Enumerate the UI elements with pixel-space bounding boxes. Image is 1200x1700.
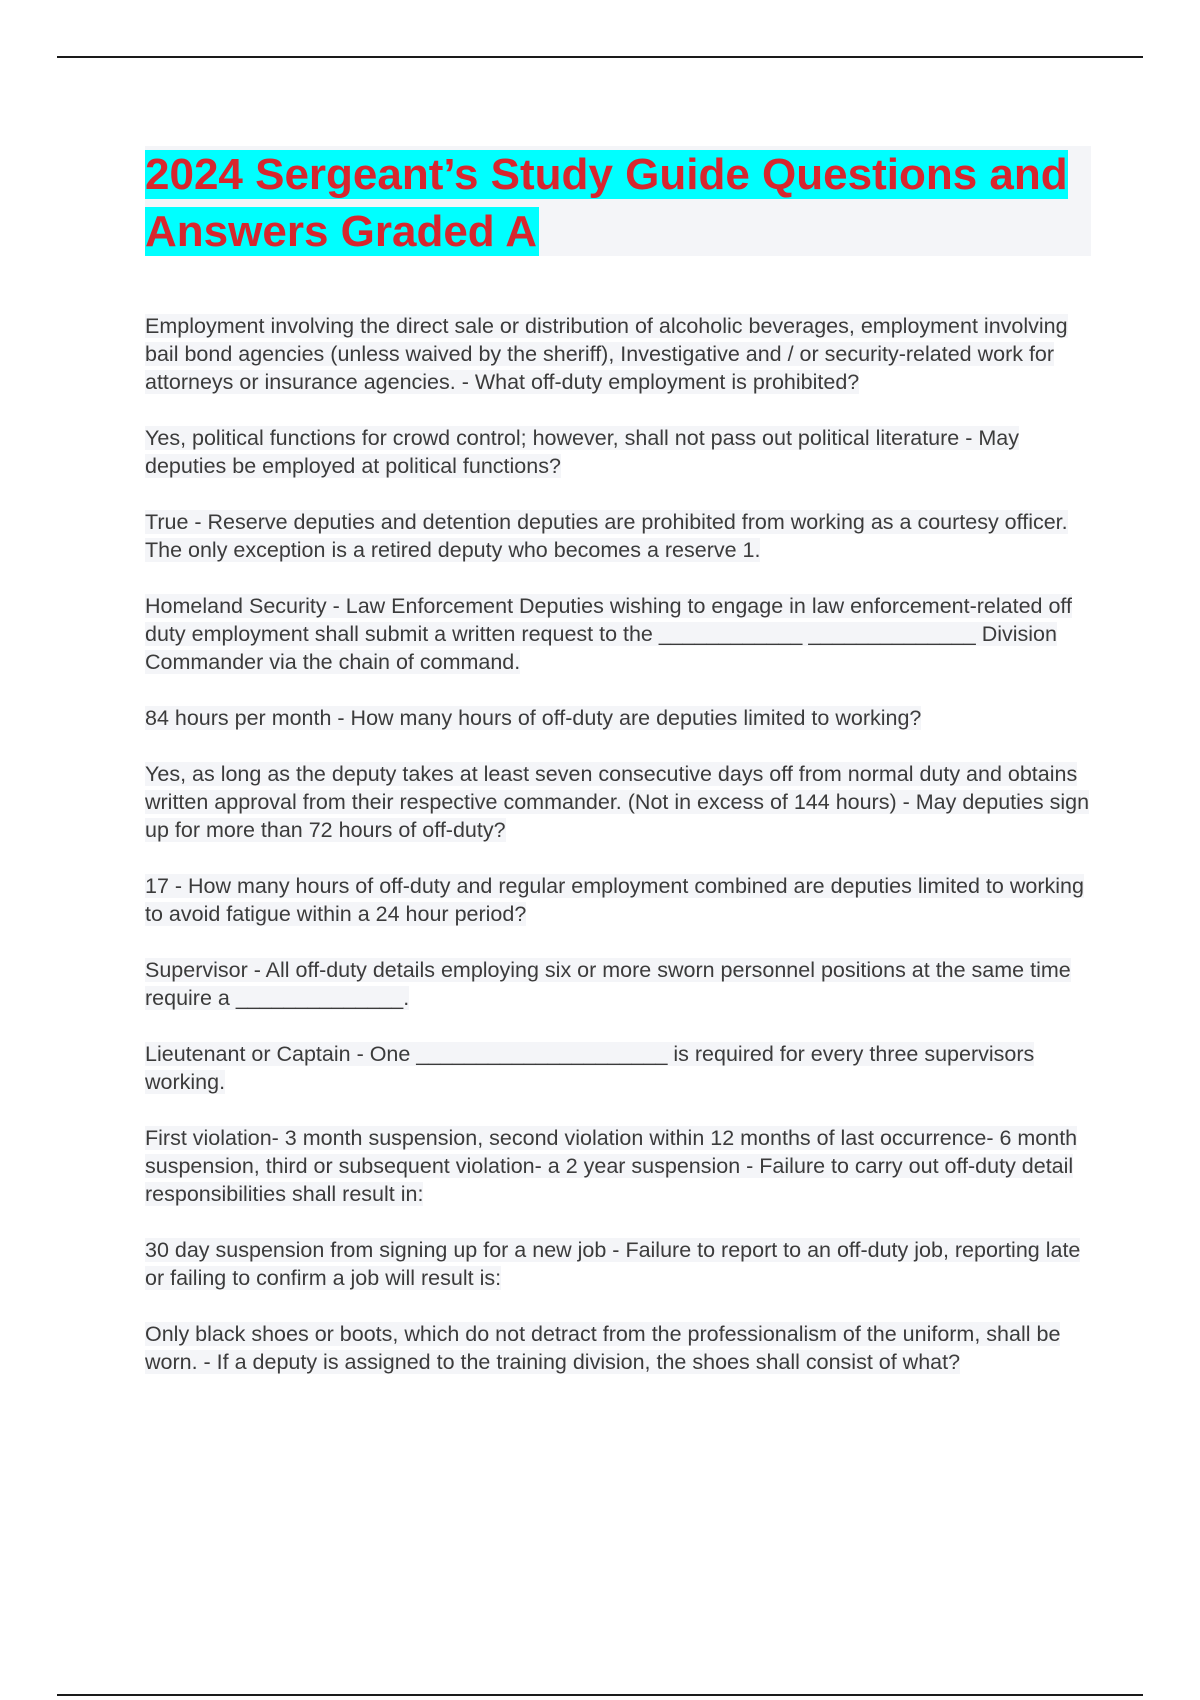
qa-text: Yes, political functions for crowd control; however, shall not pass out political literature - May deputies be employed at political functions?: [145, 426, 1019, 478]
qa-list: [145, 312, 1095, 1404]
qa-text: Employment involving the direct sale or distribution of alcoholic beverages, employment involving bail bond agencies (unless waived by the sheriff), Investigative and / or security-related work for attorneys or insurance agencies. - What off-duty employment is prohibited?: [145, 314, 1068, 394]
qa-text: Supervisor - All off-duty details employing six or more sworn personnel positions at the same time require a ______________.: [145, 958, 1071, 1010]
qa-item: [145, 956, 1095, 1012]
qa-text: 30 day suspension from signing up for a new job - Failure to report to an off-duty job, reporting late or failing to confirm a job will result is:: [145, 1238, 1081, 1290]
qa-item: [145, 872, 1095, 928]
qa-text: Lieutenant or Captain - One _____________________ is required for every three supervisors working.: [145, 1042, 1035, 1094]
qa-text: Homeland Security - Law Enforcement Deputies wishing to engage in law enforcement-related off duty employment shall submit a written request to the ____________ ______________ Division Commander via the chain of command.: [145, 594, 1072, 674]
document-title-text: 2024 Sergeant’s Study Guide Questions and Answers Graded A: [145, 150, 1068, 256]
qa-item: [145, 592, 1095, 676]
qa-item: [145, 704, 1095, 732]
title-block: [145, 146, 1091, 256]
qa-text: 17 - How many hours of off-duty and regular employment combined are deputies limited to working to avoid fatigue within a 24 hour period?: [145, 874, 1084, 926]
qa-item: [145, 1040, 1095, 1096]
bottom-divider: [57, 1694, 1143, 1696]
qa-item: [145, 312, 1095, 396]
qa-item: [145, 1320, 1095, 1376]
qa-item: [145, 508, 1095, 564]
top-divider: [57, 56, 1143, 58]
document-title: [145, 146, 1091, 260]
qa-text: True - Reserve deputies and detention deputies are prohibited from working as a courtesy officer. The only exception is a retired deputy who becomes a reserve 1.: [145, 510, 1068, 562]
qa-item: [145, 760, 1095, 844]
qa-item: [145, 424, 1095, 480]
qa-item: [145, 1124, 1095, 1208]
qa-text: First violation- 3 month suspension, second violation within 12 months of last occurrence- 6 month suspension, third or subsequent violation- a 2 year suspension - Failure to carry out off-duty detail responsibilities shall result in:: [145, 1126, 1078, 1206]
qa-item: [145, 1236, 1095, 1292]
qa-text: 84 hours per month - How many hours of off-duty are deputies limited to working?: [145, 706, 922, 730]
qa-text: Only black shoes or boots, which do not detract from the professionalism of the uniform, shall be worn. - If a deputy is assigned to the training division, the shoes shall consist of what?: [145, 1322, 1061, 1374]
qa-text: Yes, as long as the deputy takes at least seven consecutive days off from normal duty and obtains written approval from their respective commander. (Not in excess of 144 hours) - May deputies sign up for more than 72 hours of off-duty?: [145, 762, 1090, 842]
